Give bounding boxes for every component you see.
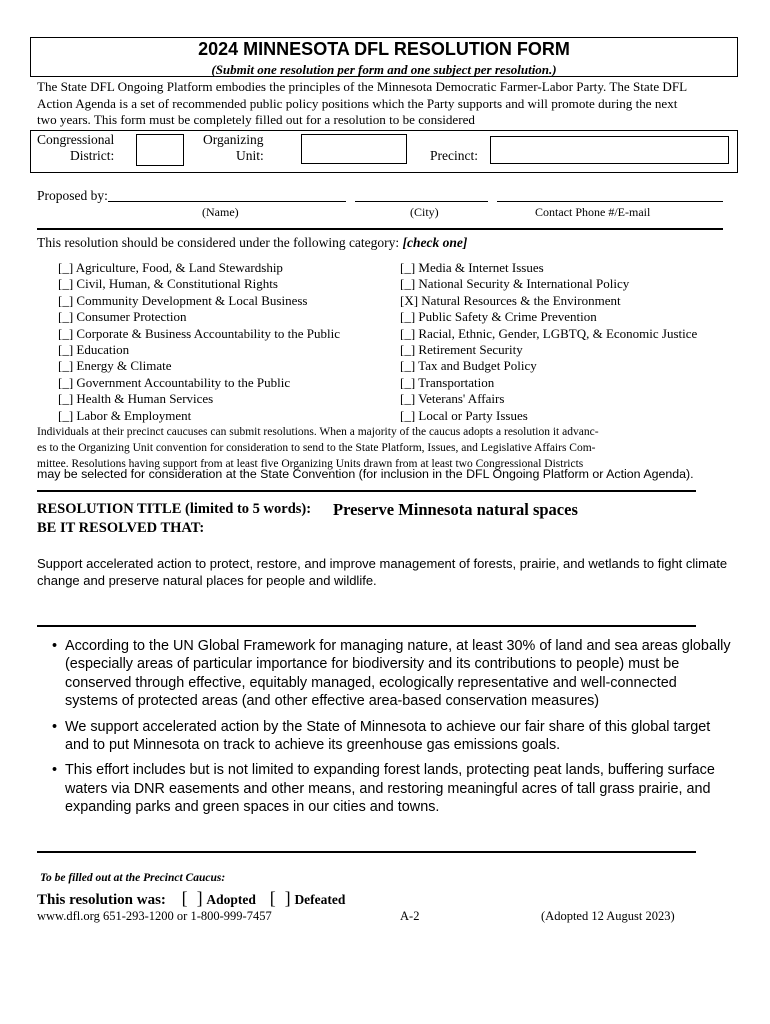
contact-caption: Contact Phone #/E-mail xyxy=(535,205,651,219)
category-option[interactable]: [_] Agriculture, Food, & Land Stewardship xyxy=(58,260,283,275)
city-line[interactable] xyxy=(355,201,488,202)
divider xyxy=(37,625,696,627)
resolved-text: Support accelerated action to protect, restore, and improve management of forests, prairie, and wetlands to fight climate change and preserve natural places for people and wildlife. xyxy=(37,556,728,588)
category-option[interactable]: [_] Civil, Human, & Constitutional Rights xyxy=(58,276,278,292)
bullet-item xyxy=(52,637,732,711)
category-option[interactable]: [_] Local or Party Issues xyxy=(400,407,528,423)
adopted-date: (Adopted 12 August 2023) xyxy=(541,909,675,923)
category-option[interactable]: [_] Energy & Climate xyxy=(58,358,172,374)
instructions-line: es to the Organizing Unit convention for consideration to send to the State Platform, Issues, and Legislative Affairs Com- xyxy=(37,442,596,455)
instructions-line: Individuals at their precinct caucuses can submit resolutions. When a majority of the caucus adopts a resolution it advanc- xyxy=(37,426,599,438)
category-option[interactable]: [_] Media & Internet Issues xyxy=(400,260,544,275)
intro-line: The State DFL Ongoing Platform embodies the principles of the Minnesota Democratic Farmer-Labor Party. The State DFL xyxy=(37,79,688,94)
intro-paragraph xyxy=(37,79,737,129)
category-option[interactable]: [_] Transportation xyxy=(400,374,495,390)
name-caption: (Name) xyxy=(202,205,239,219)
category-option[interactable]: [_] Consumer Protection xyxy=(58,309,187,325)
adopted-checkbox[interactable]: [ ] xyxy=(181,888,203,908)
category-option[interactable]: [_] Government Accountability to the Public xyxy=(58,374,291,390)
bullet-icon: • xyxy=(52,638,58,654)
category-option-selected[interactable]: [X] Natural Resources & the Environment xyxy=(400,292,621,308)
form-title: 2024 MINNESOTA DFL RESOLUTION FORM xyxy=(198,39,570,59)
congressional-district-label-2: District: xyxy=(70,148,115,163)
category-option[interactable]: [_] Community Development & Local Business xyxy=(58,292,308,308)
category-prompt xyxy=(37,235,467,251)
instructions-line: may be selected for consideration at the State Convention (for inclusion in the DFL Ongoing Platform or Action Agenda). xyxy=(37,467,694,481)
organizing-unit-label-1: Organizing xyxy=(203,132,264,147)
footer-contact: www.dfl.org 651-293-1200 or 1-800-999-7457 xyxy=(37,909,272,923)
intro-line: two years. This form must be completely filled out for a resolution to be considered xyxy=(37,112,475,127)
form-subtitle: (Submit one resolution per form and one subject per resolution.) xyxy=(211,62,557,77)
organizing-unit-input[interactable] xyxy=(301,134,407,164)
bullet-item xyxy=(52,761,732,816)
defeated-checkbox[interactable]: [ ] xyxy=(269,888,291,908)
bullet-item xyxy=(52,718,732,755)
city-caption: (City) xyxy=(410,205,439,219)
category-option[interactable]: [_] Education xyxy=(58,342,130,358)
defeated-label: Defeated xyxy=(294,892,346,907)
caucus-note: To be filled out at the Precinct Caucus: xyxy=(40,872,226,884)
page-number: A-2 xyxy=(400,909,420,923)
category-prompt-note: [check one] xyxy=(402,235,468,250)
divider xyxy=(37,228,723,230)
category-option[interactable]: [_] Veterans' Affairs xyxy=(400,391,505,407)
category-option[interactable]: [_] Health & Human Services xyxy=(58,391,214,407)
contact-line[interactable] xyxy=(497,201,723,202)
name-line[interactable] xyxy=(108,201,346,202)
category-option[interactable]: [_] Tax and Budget Policy xyxy=(400,358,537,374)
category-option[interactable]: [_] National Security & International Policy xyxy=(400,276,630,292)
category-option[interactable]: [_] Retirement Security xyxy=(400,342,523,358)
category-list-left xyxy=(58,260,340,424)
category-option[interactable]: [_] Public Safety & Crime Prevention xyxy=(400,309,597,325)
organizing-unit-label-2: Unit: xyxy=(236,148,264,163)
precinct-input[interactable] xyxy=(490,136,729,164)
result-label: This resolution was: xyxy=(37,892,166,908)
resolution-title-label: RESOLUTION TITLE (limited to 5 words): xyxy=(37,501,312,517)
instructions-line: mittee. Resolutions having support from at least five Organizing Units drawn from at least two Congressional Districts xyxy=(37,458,584,471)
bullet-text: We support accelerated action by the State of Minnesota to achieve our fair share of this global target and to put Minnesota on track to achieve its greenhouse gas emissions goals. xyxy=(65,718,711,754)
resolution-result xyxy=(37,888,345,909)
congressional-district-input[interactable] xyxy=(136,134,184,166)
proposed-by-label: Proposed by: xyxy=(37,188,108,203)
bullet-text: This effort includes but is not limited to expanding forest lands, protecting peat lands, buffering surface waters via DNR easements and other means, and restoring meaningful acres of tall grass prairie, and expanding parks and green spaces in our cities and towns. xyxy=(65,762,715,816)
category-prompt-text: This resolution should be considered under the following category: xyxy=(37,235,400,250)
bullet-text: According to the UN Global Framework for managing nature, at least 30% of land and sea areas globally (especially areas of particular importance for biodiversity and its contributions to people) must be conserved through effective, equitably managed, ecologically representative and well-connected systems of protected areas (and other effective area-based conservation measures) xyxy=(65,638,731,710)
category-list-right xyxy=(400,260,697,424)
divider xyxy=(37,490,696,492)
be-it-resolved-label: BE IT RESOLVED THAT: xyxy=(37,520,205,536)
instructions xyxy=(37,424,599,473)
bullet-icon: • xyxy=(52,762,58,779)
resolution-bullets xyxy=(52,637,732,824)
category-option[interactable]: [_] Corporate & Business Accountability to the Public xyxy=(58,325,340,341)
adopted-label: Adopted xyxy=(206,892,256,907)
bullet-icon: • xyxy=(52,718,58,735)
congressional-district-label-1: Congressional xyxy=(37,132,115,147)
intro-line: Action Agenda is a set of recommended public policy positions which the Party supports and will promote during the next xyxy=(37,95,678,111)
divider xyxy=(37,851,696,853)
precinct-label: Precinct: xyxy=(430,148,478,163)
resolution-title-value: Preserve Minnesota natural spaces xyxy=(333,500,578,519)
category-option[interactable]: [_] Racial, Ethnic, Gender, LGBTQ, & Economic Justice xyxy=(400,325,698,341)
category-option[interactable]: [_] Labor & Employment xyxy=(58,407,192,423)
